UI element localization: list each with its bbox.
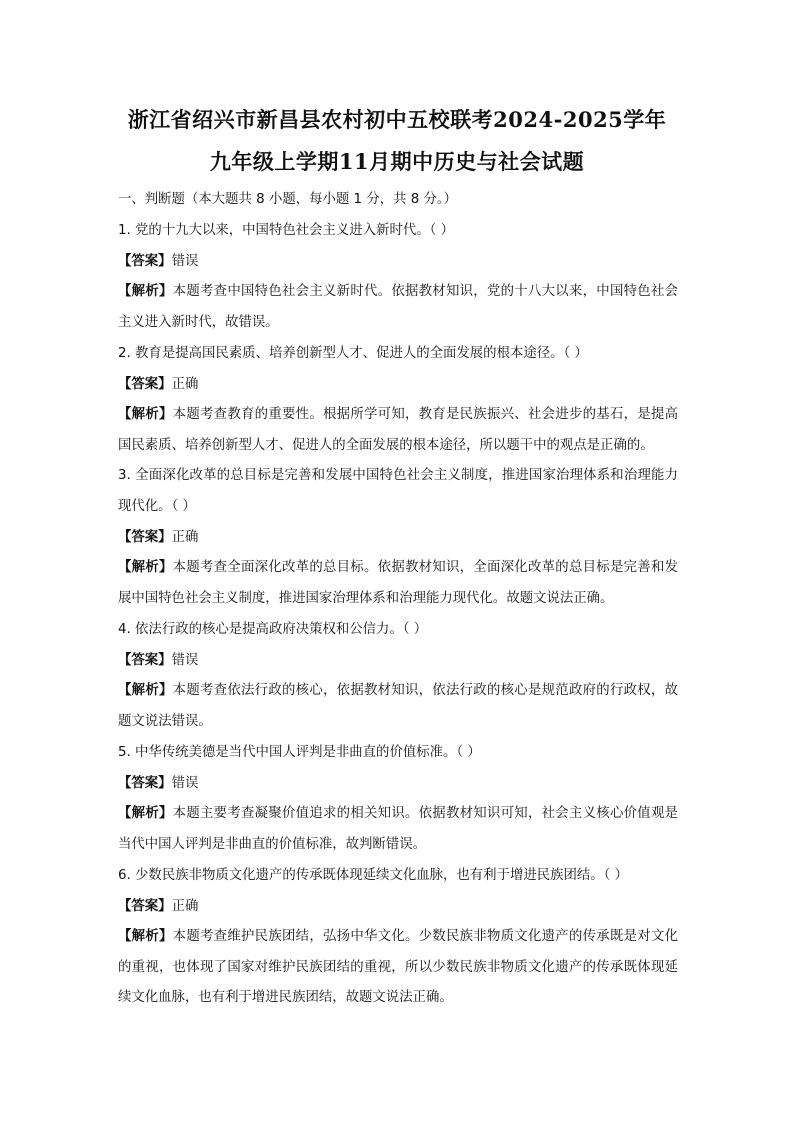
analysis-tag: 【解析】 bbox=[118, 806, 173, 821]
question-stem: 6. 少数民族非物质文化遗产的传承既体现延续文化血脉，也有利于增进民族团结。（ ） bbox=[118, 868, 629, 883]
analysis-paragraph bbox=[118, 922, 678, 1014]
answer-line bbox=[118, 522, 678, 553]
question-2 bbox=[118, 338, 678, 461]
answer-line bbox=[118, 768, 678, 799]
analysis-paragraph bbox=[118, 799, 678, 860]
analysis-text: 本题考查维护民族团结，弘扬中华文化。少数民族非物质文化遗产的传承既是对文化的重视，也体现了国家对维护民族团结的重视，所以少数民族非物质文化遗产的传承既体现延续文化血脉，也有利于增进民族团结，故题文说法正确。 bbox=[118, 929, 679, 1005]
analysis-text: 本题主要考查凝聚价值追求的相关知识。依据教材知识可知，社会主义核心价值观是当代中国人评判是非曲直的价值标准，故判断错误。 bbox=[118, 806, 679, 852]
analysis-text: 本题考查中国特色社会主义新时代。依据教材知识，党的十八大以来，中国特色社会主义进入新时代，故错误。 bbox=[118, 284, 679, 330]
answer-tag: 【答案】 bbox=[118, 377, 172, 392]
answer-line bbox=[118, 645, 678, 676]
answer-tag: 【答案】 bbox=[118, 776, 172, 791]
answer-line bbox=[118, 246, 678, 277]
question-6 bbox=[118, 860, 678, 1014]
question-stem: 1. 党的十九大以来，中国特色社会主义进入新时代。（ ） bbox=[118, 223, 454, 238]
analysis-text: 本题考查全面深化改革的总目标。依据教材知识，全面深化改革的总目标是完善和发展中国特色社会主义制度，推进国家治理体系和治理能力现代化。故题文说法正确。 bbox=[118, 560, 679, 606]
question-5 bbox=[118, 737, 678, 860]
answer-tag: 【答案】 bbox=[118, 653, 172, 668]
answer-value: 错误 bbox=[171, 776, 199, 791]
analysis-tag: 【解析】 bbox=[118, 560, 173, 575]
section-heading: 一、判断题（本大题共 8 小题，每小题 1 分，共 8 分。） bbox=[118, 192, 457, 207]
answer-tag: 【答案】 bbox=[118, 530, 172, 545]
question-4 bbox=[118, 614, 678, 737]
question-1 bbox=[118, 215, 678, 338]
answer-tag: 【答案】 bbox=[118, 899, 172, 914]
answer-line bbox=[118, 891, 678, 922]
analysis-paragraph bbox=[118, 676, 678, 737]
question-stem: 2. 教育是提高国民素质、培养创新型人才、促进人的全面发展的根本途径。（ ） bbox=[118, 346, 588, 361]
answer-line bbox=[118, 369, 678, 400]
answer-tag: 【答案】 bbox=[118, 254, 172, 269]
answer-value: 正确 bbox=[171, 899, 199, 914]
analysis-paragraph bbox=[118, 277, 678, 338]
analysis-text: 本题考查教育的重要性。根据所学可知，教育是民族振兴、社会进步的基石，是提高国民素质、培养创新型人才、促进人的全面发展的根本途径，所以题干中的观点是正确的。 bbox=[118, 407, 679, 453]
question-stem: 4. 依法行政的核心是提高政府决策权和公信力。（ ） bbox=[118, 622, 428, 637]
analysis-tag: 【解析】 bbox=[118, 407, 173, 422]
analysis-tag: 【解析】 bbox=[118, 284, 173, 299]
analysis-tag: 【解析】 bbox=[118, 683, 173, 698]
analysis-paragraph bbox=[118, 553, 678, 614]
question-3 bbox=[118, 461, 678, 614]
document-title-line1: 浙江省绍兴市新昌县农村初中五校联考2024-2025学年 bbox=[127, 107, 667, 132]
document-body bbox=[118, 184, 678, 1014]
answer-value: 错误 bbox=[171, 653, 199, 668]
answer-value: 错误 bbox=[171, 254, 199, 269]
answer-value: 正确 bbox=[171, 377, 199, 392]
document-title-line2: 九年级上学期11月期中历史与社会试题 bbox=[209, 149, 585, 174]
question-stem: 3. 全面深化改革的总目标是完善和发展中国特色社会主义制度，推进国家治理体系和治理能力现代化。（ ） bbox=[118, 468, 678, 514]
analysis-paragraph bbox=[118, 400, 678, 461]
analysis-tag: 【解析】 bbox=[118, 929, 173, 944]
analysis-text: 本题考查依法行政的核心，依据教材知识，依法行政的核心是规范政府的行政权，故题文说法错误。 bbox=[118, 683, 679, 729]
answer-value: 正确 bbox=[171, 530, 199, 545]
question-stem: 5. 中华传统美德是当代中国人评判是非曲直的价值标准。（ ） bbox=[118, 745, 481, 760]
